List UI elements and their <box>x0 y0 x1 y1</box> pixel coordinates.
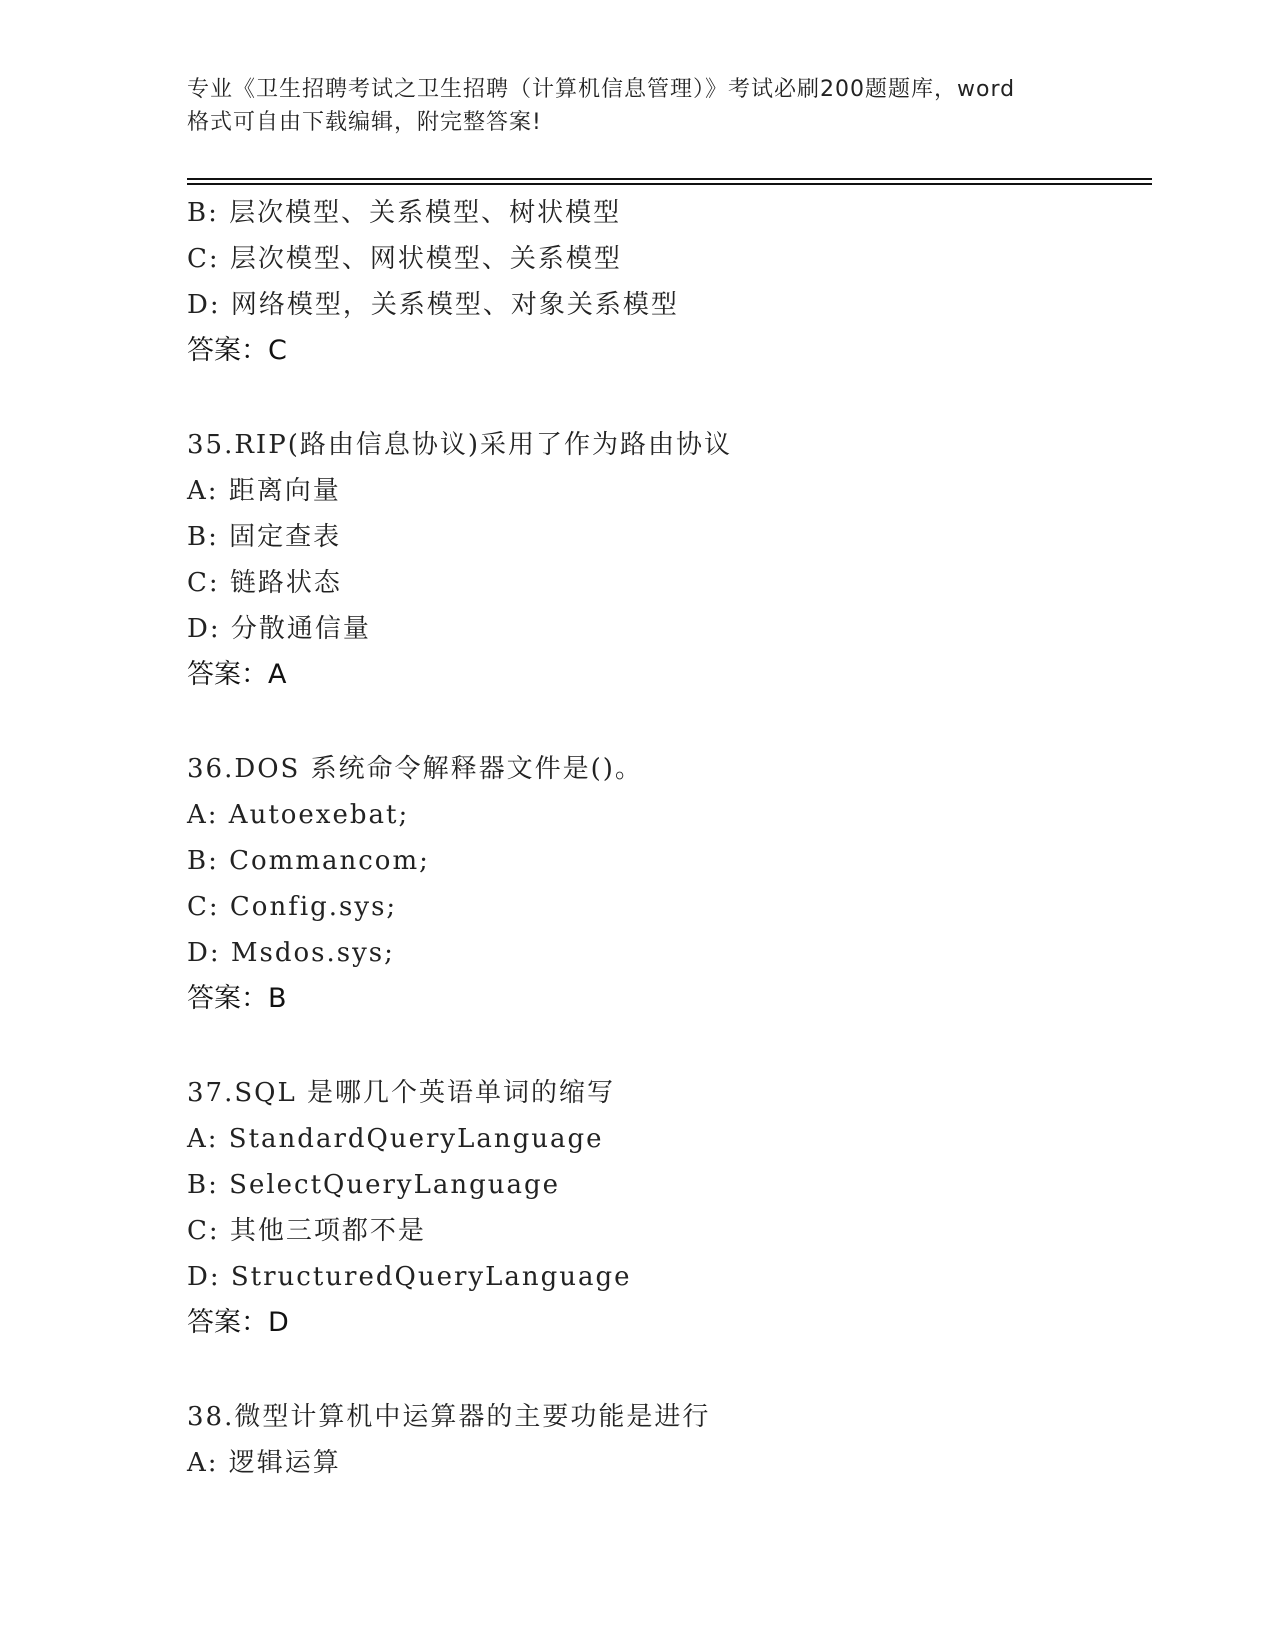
option-a: A: 距离向量 <box>187 476 341 506</box>
option-a: A: Autoexebat; <box>187 800 410 830</box>
option-d: D: Msdos.sys; <box>187 938 395 968</box>
question-36 <box>187 746 1147 1022</box>
question-34-continued <box>187 190 1147 374</box>
option-b: B: 层次模型、关系模型、树状模型 <box>187 198 622 228</box>
option-d: D: StructuredQueryLanguage <box>187 1262 632 1292</box>
question-38 <box>187 1394 1147 1486</box>
question-stem: 36.DOS 系统命令解释器文件是()。 <box>187 754 643 784</box>
option-c: C: 其他三项都不是 <box>187 1216 426 1246</box>
question-stem: 37.SQL 是哪几个英语单词的缩写 <box>187 1078 616 1108</box>
option-c: C: 层次模型、网状模型、关系模型 <box>187 244 622 274</box>
option-b: B: SelectQueryLanguage <box>187 1170 561 1200</box>
option-d: D: 网络模型，关系模型、对象关系模型 <box>187 290 679 320</box>
header-divider-top <box>187 178 1152 180</box>
option-c: C: Config.sys; <box>187 892 398 922</box>
answer-line: 答案：C <box>187 335 287 366</box>
question-stem: 35.RIP(路由信息协议)采用了作为路由协议 <box>187 430 732 460</box>
answer-line: 答案：A <box>187 659 287 690</box>
question-35 <box>187 422 1147 698</box>
option-c: C: 链路状态 <box>187 568 342 598</box>
answer-line: 答案：B <box>187 983 287 1014</box>
question-37 <box>187 1070 1147 1346</box>
header-line-1: 专业《卫生招聘考试之卫生招聘（计算机信息管理）》考试必刷200题题库，word <box>187 77 1016 102</box>
option-b: B: 固定查表 <box>187 522 342 552</box>
document-header <box>187 73 1087 139</box>
option-a: A: StandardQueryLanguage <box>187 1124 604 1154</box>
option-a: A: 逻辑运算 <box>187 1448 341 1478</box>
option-b: B: Commancom; <box>187 846 430 876</box>
answer-line: 答案：D <box>187 1307 289 1338</box>
header-line-2: 格式可自由下载编辑，附完整答案! <box>187 110 542 135</box>
option-d: D: 分散通信量 <box>187 614 371 644</box>
header-divider-bottom <box>187 183 1152 185</box>
question-list <box>187 190 1147 1486</box>
question-stem: 38.微型计算机中运算器的主要功能是进行 <box>187 1402 711 1432</box>
